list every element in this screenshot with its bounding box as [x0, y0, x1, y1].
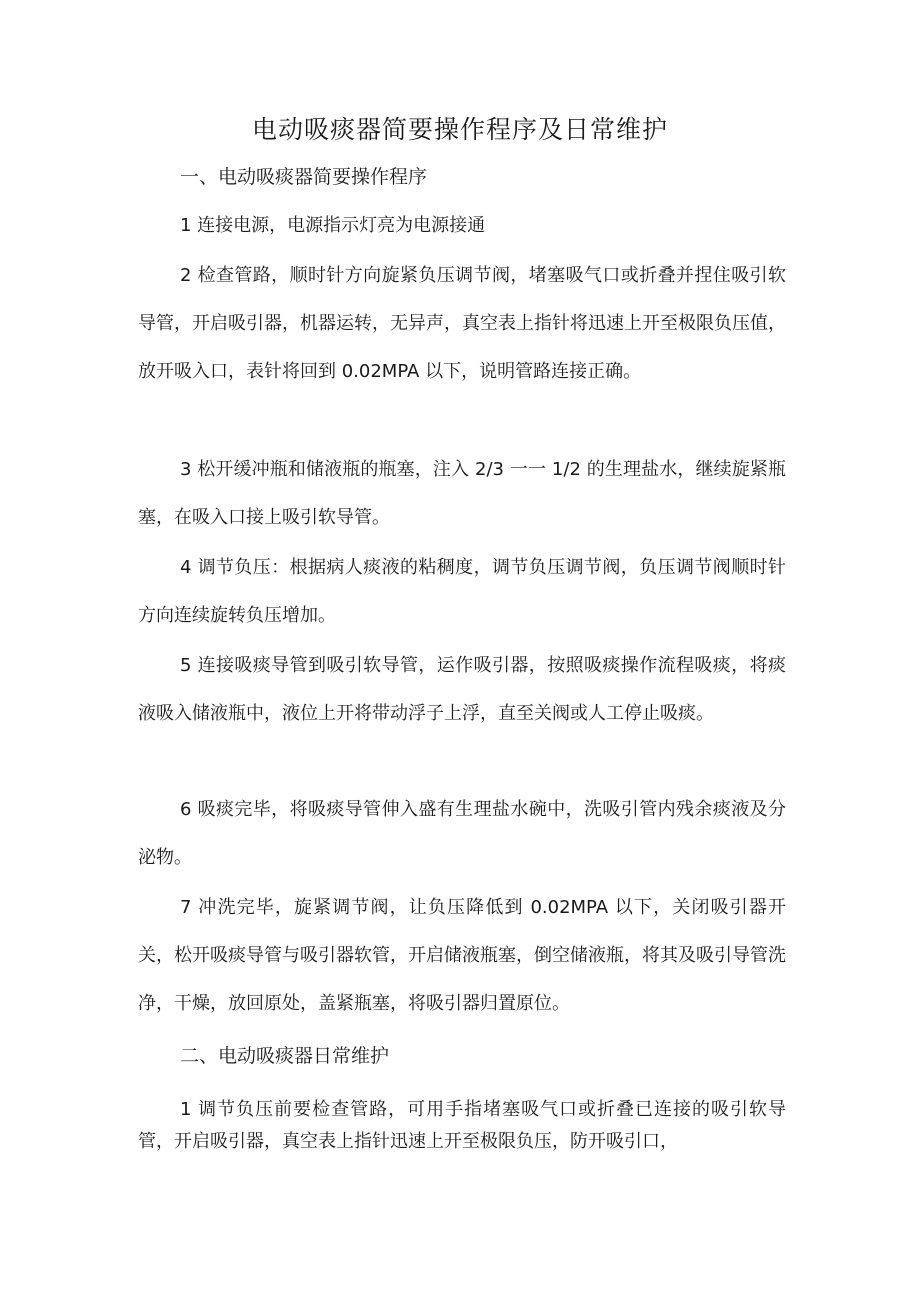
- paragraph-step-7: 7 冲洗完毕，旋紧调节阀，让负压降低到 0.02MPA 以下，关闭吸引器开关，松开吸痰导管与吸引器软管，开启储液瓶塞，倒空储液瓶，将其及吸引导管洗净，干燥，放回原处，盖紧瓶塞，将吸引器归置原位。: [138, 897, 786, 1014]
- paragraph-step-5: 5 连接吸痰导管到吸引软导管，运作吸引器，按照吸痰操作流程吸痰，将痰液吸入储液瓶中，液位上开将带动浮子上浮，直至关阀或人工停止吸痰。: [138, 655, 786, 724]
- document-title: 电动吸痰器简要操作程序及日常维护: [251, 115, 668, 144]
- section-heading-maintenance: 二、电动吸痰器日常维护: [180, 1045, 390, 1067]
- paragraph-step-6: 6 吸痰完毕，将吸痰导管伸入盛有生理盐水碗中，洗吸引管内残余痰液及分泌物。: [138, 799, 786, 868]
- paragraph-step-3: 3 松开缓冲瓶和储液瓶的瓶塞，注入 2/3 一一 1/2 的生理盐水，继续旋紧瓶塞，在吸入口接上吸引软导管。: [138, 459, 786, 528]
- section-heading-operation: 一、电动吸痰器简要操作程序: [180, 166, 428, 188]
- paragraph-step-1: 1 连接电源，电源指示灯亮为电源接通: [180, 215, 486, 236]
- paragraph-maintenance-1: 1 调节负压前要检查管路，可用手指堵塞吸气口或折叠已连接的吸引软导管，开启吸引器，真空表上指针迅速上开至极限负压，防开吸引口，: [138, 1099, 786, 1152]
- paragraph-step-4: 4 调节负压：根据病人痰液的粘稠度，调节负压调节阀，负压调节阀顺时针方向连续旋转负压增加。: [138, 557, 786, 626]
- paragraph-step-2: 2 检查管路，顺时针方向旋紧负压调节阀，堵塞吸气口或折叠并捏住吸引软导管，开启吸引器，机器运转，无异声，真空表上指针将迅速上开至极限负压值，放开吸入口，表针将回到 0.02MPA 以下，说明管路连接正确。: [138, 265, 786, 382]
